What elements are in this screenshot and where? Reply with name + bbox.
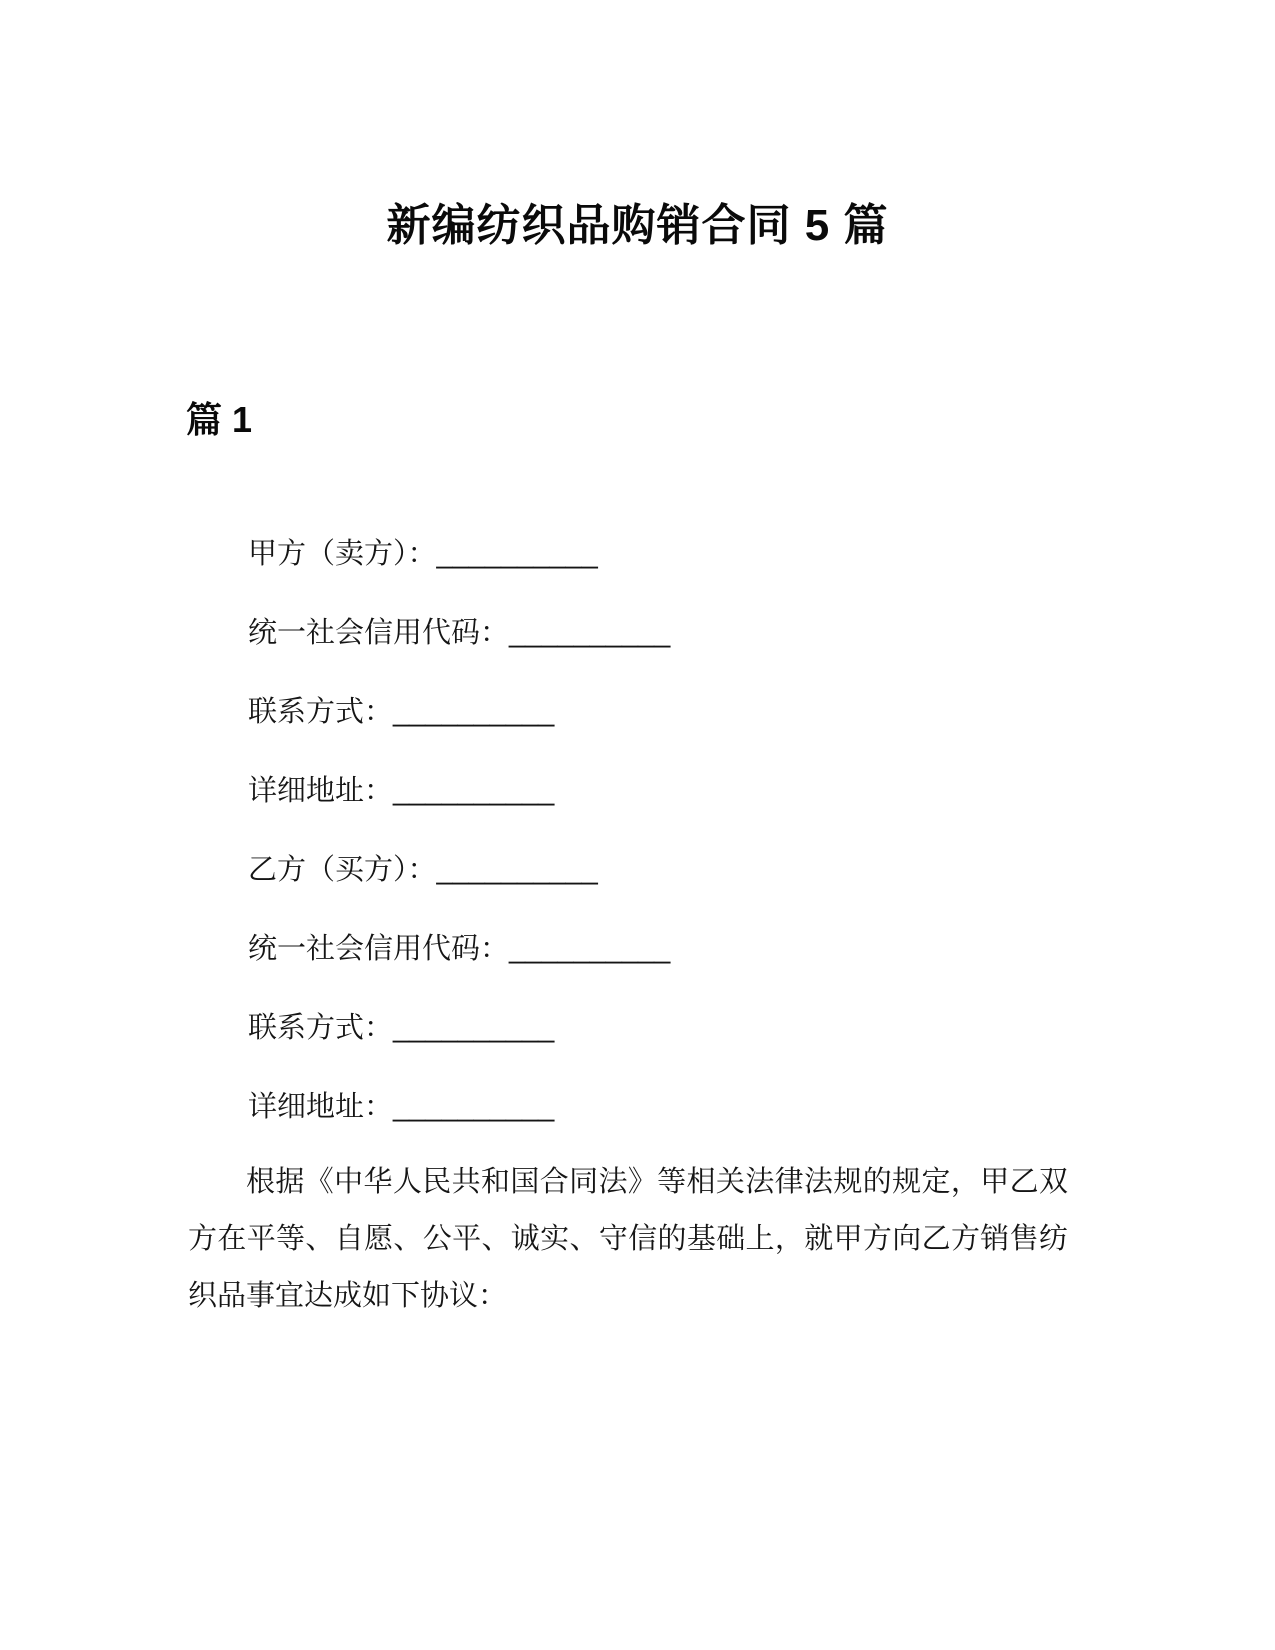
form-label: 甲方（卖方）：: [248, 538, 437, 570]
form-label: 联系方式：: [248, 1012, 394, 1044]
fill-in-blank: __________: [509, 933, 671, 965]
form-line-contact-b: [248, 989, 1088, 1068]
form-line-address-a: [248, 752, 1088, 831]
form-label: 详细地址：: [248, 1091, 394, 1123]
fill-in-blank: __________: [393, 775, 555, 807]
fill-in-blank: __________: [393, 696, 555, 728]
fill-in-blank: __________: [436, 538, 598, 570]
party-info-form: [248, 515, 1088, 1147]
form-line-contact-a: [248, 673, 1088, 752]
fill-in-blank: __________: [393, 1091, 555, 1123]
section-heading: 篇 1: [186, 399, 253, 440]
form-label: 乙方（买方）：: [248, 854, 437, 886]
form-line-credit-code-a: [248, 594, 1088, 673]
intro-paragraph: 根据《中华人民共和国合同法》等相关法律法规的规定，甲乙双方在平等、自愿、公平、诚实、守信的基础上，就甲方向乙方销售纺织品事宜达成如下协议：: [188, 1166, 1068, 1312]
fill-in-blank: __________: [436, 854, 598, 886]
form-line-address-b: [248, 1068, 1088, 1147]
form-label: 联系方式：: [248, 696, 394, 728]
form-label: 详细地址：: [248, 775, 394, 807]
fill-in-blank: __________: [393, 1012, 555, 1044]
fill-in-blank: __________: [509, 617, 671, 649]
form-label: 统一社会信用代码：: [248, 617, 510, 649]
form-line-credit-code-b: [248, 910, 1088, 989]
form-line-party-b: [248, 831, 1088, 910]
form-label: 统一社会信用代码：: [248, 933, 510, 965]
form-line-party-a: [248, 515, 1088, 594]
document-title: 新编纺织品购销合同 5 篇: [386, 201, 889, 250]
